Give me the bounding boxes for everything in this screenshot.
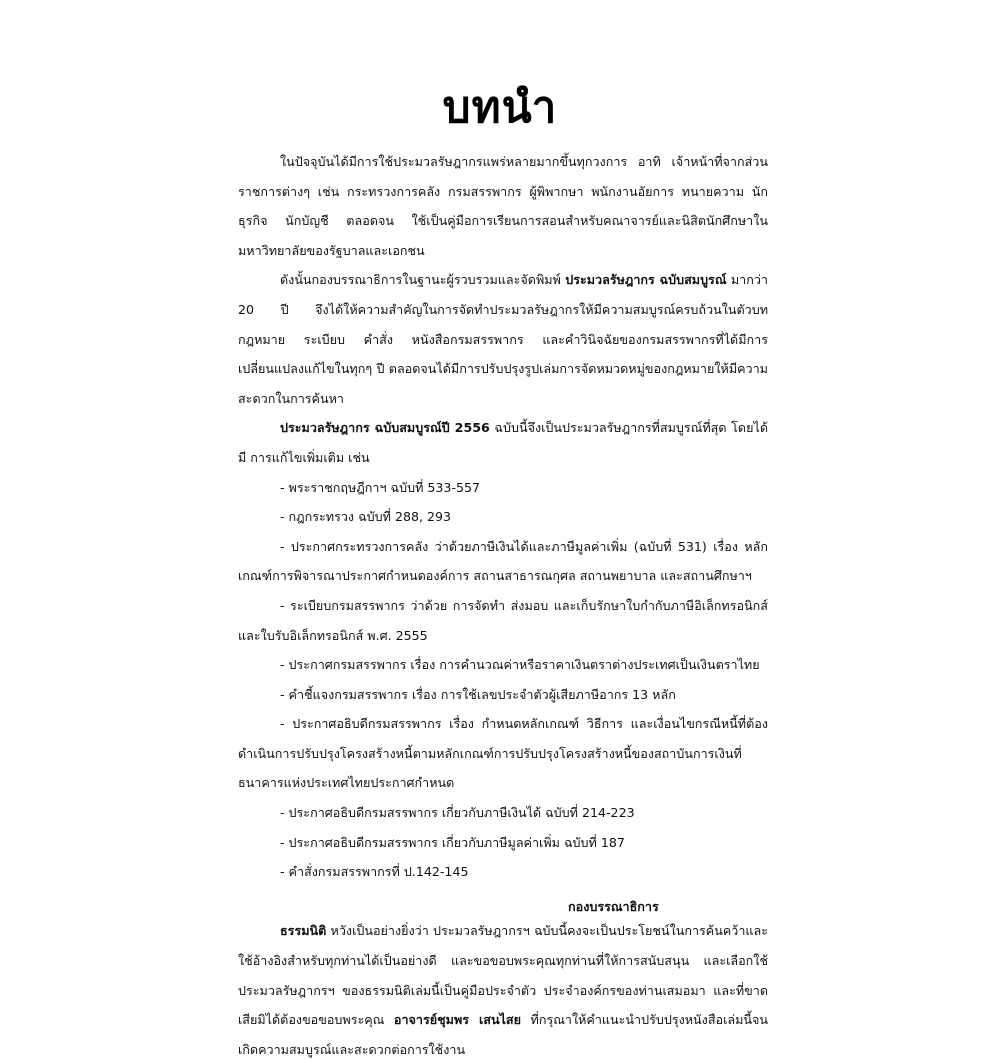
page-title: บทนำ: [442, 82, 558, 133]
list-item: - คำชี้แจงกรมสรรพากร เรื่อง การใช้เลขประจำตัวผู้เสียภาษีอากร 13 หลัก: [280, 686, 676, 702]
list-item: - ประกาศอธิบดีกรมสรรพากร เรื่อง กำหนดหลักเกณฑ์ วิธีการ และเงื่อนไขกรณีหนี้ที่ต้องดำเนินการปรับปรุงโครงสร้างหนี้ตามหลักเกณฑ์การปรับปรุงโครงสร้างหนี้ของสถาบันการเงินที่ธนาคารแห่งประเทศไทยประกาศกำหนด: [238, 716, 768, 791]
closing-paragraph: [238, 916, 768, 1064]
intro-p2-bold: ประมวลรัษฎากร ฉบับสมบูรณ์: [565, 272, 727, 288]
intro-p2-before: ดังนั้นกองบรรณาธิการในฐานะผู้รวบรวมและจัดพิมพ์: [280, 272, 566, 288]
signature: กองบรรณาธิการ: [568, 899, 659, 914]
list-item: - ประกาศกระทรวงการคลัง ว่าด้วยภาษีเงินได้และภาษีมูลค่าเพิ่ม (ฉบับที่ 531) เรื่อง หลักเกณฑ์การพิจารณาประกาศกำหนดองค์การ สถานสาธารณกุศล สถานพยาบาล และสถานศึกษาฯ: [238, 538, 768, 584]
closing-bold-teacher: อาจารย์ชุมพร เสนไสย: [393, 1012, 521, 1028]
intro-p3-bold: ประมวลรัษฎากร ฉบับสมบูรณ์ปี 2556: [280, 420, 490, 436]
list-item: - ประกาศอธิบดีกรมสรรพากร เกี่ยวกับภาษีเงินได้ ฉบับที่ 214-223: [280, 805, 635, 821]
list-item: - คำสั่งกรมสรรพากรที่ ป.142-145: [280, 864, 469, 880]
closing-text-1: หวังเป็นอย่างยิ่งว่า ประมวลรัษฎากรฯ ฉบับนี้คงจะเป็นประโยชน์ในการค้นคว้าและใช้อ้างอิงสำหรับทุกท่านได้เป็นอย่างดี และขอขอบพระคุณทุกท่านที่ให้การสนับสนุน และเลือกใช้ประมวลรัษฎากรฯ ของธรรมนิติเล่มนี้เป็นคู่มือประจำตัว ประจำองค์กรของท่านเสมอมา และที่ขาดเสียมิได้ต้องขอขอบพระคุณ: [238, 923, 768, 1028]
closing-text-2: ที่กรุณาให้คำแนะนำปรับปรุงหนังสือเล่มนี้จนเกิดความสมบูรณ์และสะดวกต่อการใช้งาน: [238, 1012, 768, 1057]
intro-p3-after: ฉบับนี้จึงเป็นประมวลรัษฎากรที่สมบูรณ์ที่สุด โดยได้มี การแก้ไขเพิ่มเติม เช่น: [238, 420, 769, 465]
list-item: - กฎกระทรวง ฉบับที่ 288, 293: [280, 509, 452, 525]
list-item: - ระเบียบกรมสรรพากร ว่าด้วย การจัดทำ ส่งมอบ และเก็บรักษาใบกำกับภาษีอิเล็กทรอนิกส์ และใบรับอิเล็กทรอนิกส์ พ.ศ. 2555: [238, 597, 768, 643]
intro-paragraph-1: ในปัจจุบันได้มีการใช้ประมวลรัษฎากรแพร่หลายมากขึ้นทุกวงการ อาทิ เจ้าหน้าที่จากส่วนราชการต่างๆ เช่น กระทรวงการคลัง กรมสรรพากร ผู้พิพากษา พนักงานอัยการ ทนายความ นักธุรกิจ นักบัญชี ตลอดจน ใช้เป็นคู่มือการเรียนการสอนสำหรับคณาจารย์และนิสิตนักศึกษาในมหาวิทยาลัยของรัฐบาลและเอกชน: [238, 154, 768, 258]
document-body: [238, 147, 768, 1064]
intro-p2-after: มากว่า 20 ปี จึงได้ให้ความสำคัญในการจัดทำประมวลรัษฎากรให้มีความสมบูรณ์ครบถ้วนในตัวบทกฎหมาย ระเบียบ คำสั่ง หนังสือกรมสรรพากร และคำวินิจฉัยของกรมสรรพากรที่ได้มีการเปลี่ยนแปลงแก้ไขในทุกๆ ปี ตลอดจนได้มีการปรับปรุงรูปเล่มการจัดหมวดหมู่ของกฎหมายให้มีความสะดวกในการค้นหา: [238, 272, 768, 406]
list-item: - พระราชกฤษฎีกาฯ ฉบับที่ 533-557: [280, 479, 481, 495]
closing-bold-publisher: ธรรมนิติ: [280, 923, 327, 939]
paragraph-spacer: [238, 887, 768, 917]
intro-paragraph-3: [238, 413, 768, 472]
intro-paragraph-2: [238, 265, 768, 413]
list-item: - ประกาศกรมสรรพากร เรื่อง การคำนวณค่าหรือราคาเงินตราต่างประเทศเป็นเงินตราไทย: [280, 657, 760, 673]
list-item: - ประกาศอธิบดีกรมสรรพากร เกี่ยวกับภาษีมูลค่าเพิ่ม ฉบับที่ 187: [280, 834, 625, 850]
